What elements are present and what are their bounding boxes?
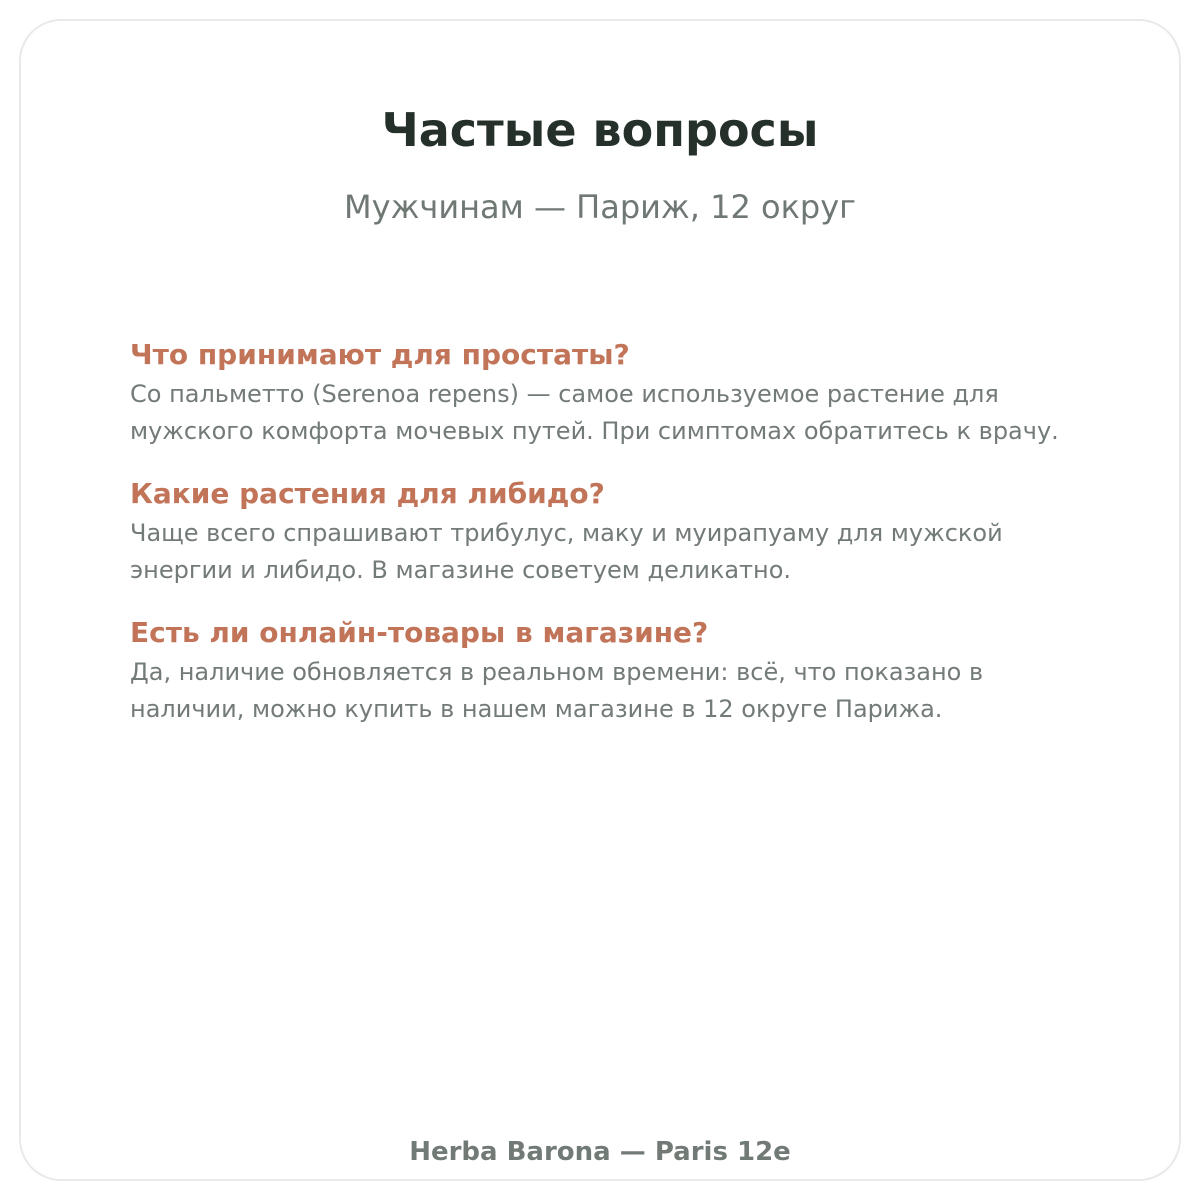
faq-answer-line: мужского комфорта мочевых путей. При симптомах обратитесь к врачу. [130,417,1059,445]
faq-item [130,475,1090,589]
footer-brand: Herba Barona — Paris 12e [409,1137,791,1167]
page-title: Частые вопросы [381,103,819,157]
faq-question: Какие растения для либидо? [130,477,605,510]
faq-answer-line: Со пальметто (Serenoa repens) — самое используемое растение для [130,380,999,408]
faq-answer-line: Чаще всего спрашивают трибулус, маку и муирапуаму для мужской [130,519,1003,547]
faq-answer-line: наличии, можно купить в нашем магазине в 12 округе Парижа. [130,695,943,723]
faq-item [130,614,1090,728]
faq-item [130,336,1090,450]
faq-answer-line: энергии и либидо. В магазине советуем деликатно. [130,556,792,584]
faq-answer-line: Да, наличие обновляется в реальном времени: всё, что показано в [130,658,984,686]
page-subtitle: Мужчинам — Париж, 12 округ [344,188,856,226]
faq-question: Есть ли онлайн-товары в магазине? [130,616,709,649]
faq-question: Что принимают для простаты? [130,338,630,371]
